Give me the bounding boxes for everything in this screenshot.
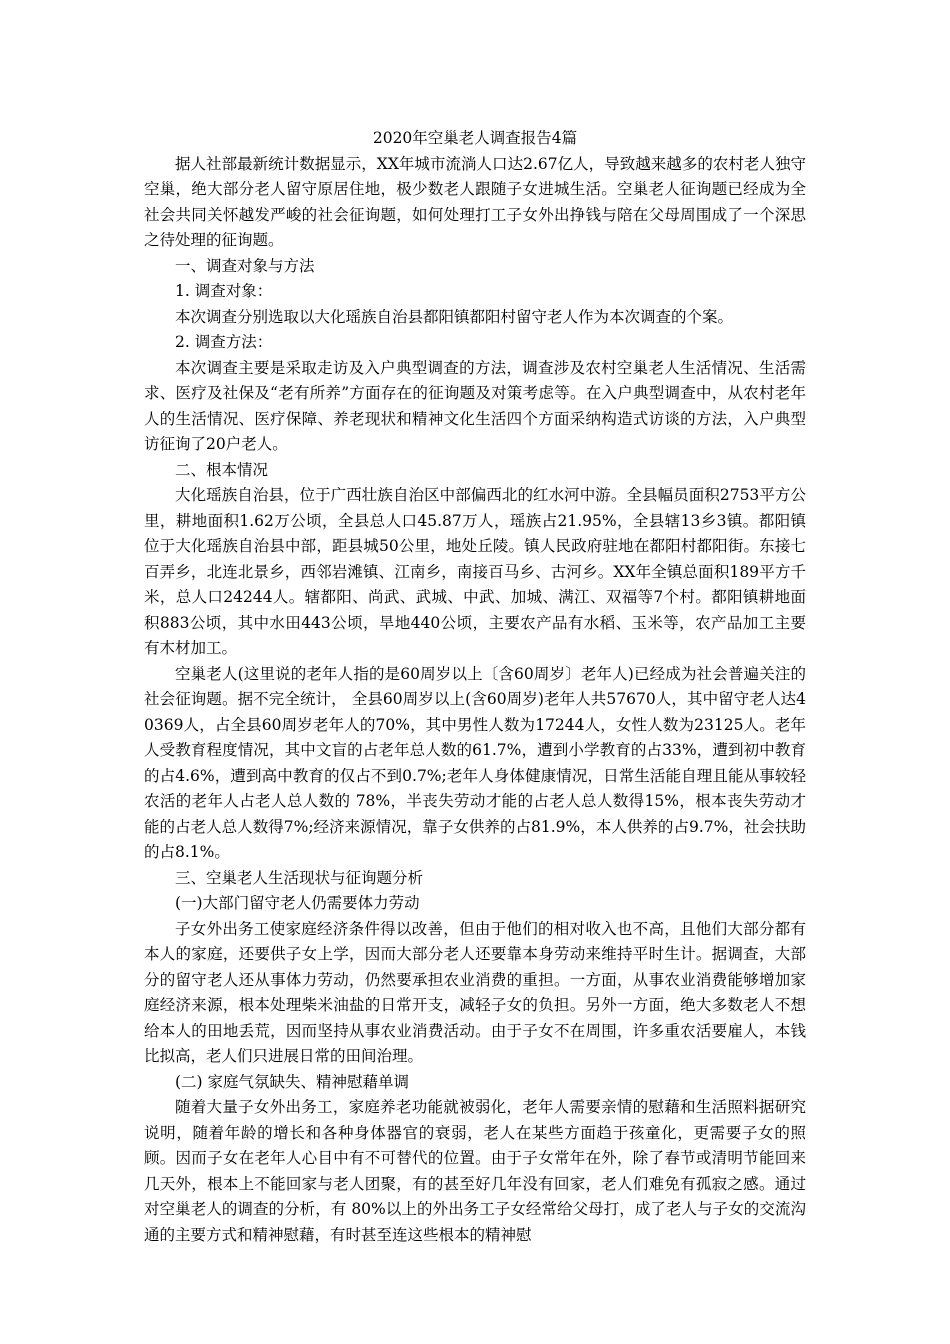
- subheading-survey-object: 1. 调查对象：: [175, 282, 273, 300]
- subheading-physical-labor: (一)大部门留守老人仍需要体力劳动: [175, 894, 420, 912]
- document-body: [144, 126, 806, 1248]
- paragraph-intro: 据人社部最新统计数据显示，XX年城市流淌人口达2.67亿人，导致越来越多的农村老人独守空巢，绝大部分老人留守原居住地，极少数老人跟随子女进城生活。空巢老人征询题已经成为全社会共同关怀越发严峻的社会征询题，如何处理打工子女外出挣钱与陪在父母周围成了一个深思之待处理的征询题。: [144, 154, 806, 249]
- paragraph-elderly-statistics: 空巢老人(这里说的老年人指的是60周岁以上〔含60周岁〕老年人)已经成为社会普遍关注的社会征询题。据不完全统计， 全县60周岁以上(含60周岁)老年人共57670人，其中留守老人达40369人，占全县60周岁老年人的70%，其中男性人数为17244人，女性人数为23125人。老年人受教育程度情况，其中文盲的占老年总人数的61.7%，遭到小学教育的占33%，遭到初中教育的占4.6%，遭到高中教育的仅占不到0.7%;老年人身体健康情况，日常生活能自理且能从事较轻农活的老年人占老人总人数的 78%，半丧失劳动才能的占老人总人数得15%，根本丧失劳动才能的占老人总人数得7%;经济来源情况，靠子女供养的占81.9%，本人供养的占9.7%，社会扶助的占8.1%。: [144, 664, 806, 861]
- paragraph-family-atmosphere: 随着大量子女外出务工，家庭养老功能就被弱化，老年人需要亲情的慰藉和生活照料据研究说明，随着年龄的增长和各种身体器官的衰弱，老人在某些方面趋于孩童化，更需要子女的照顾。因而子女在老年人心目中有不可替代的位置。由于子女常年在外，除了春节或清明节能回来几天外，根本上不能回家与老人团聚，有的甚至好几年没有回家，老人们难免有孤寂之感。通过对空巢老人的调查的分析，有 80%以上的外出务工子女经常给父母打，成了老人与子女的交流沟通的主要方式和精神慰藉，有时甚至连这些根本的精神慰: [144, 1098, 806, 1244]
- paragraph-county-overview: 大化瑶族自治县，位于广西壮族自治区中部偏西北的红水河中游。全县幅员面积2753平方公里，耕地面积1.62万公顷，全县总人口45.87万人，瑶族占21.95%，全县辖13乡3镇。都阳镇位于大化瑶族自治县中部，距县城50公里，地处丘陵。镇人民政府驻地在都阳村都阳街。东接七百弄乡，北连北景乡，西邻岩滩镇、江南乡，南接百马乡、古河乡。XX年全镇总面积189平方千米，总人口24244人。辖都阳、尚武、武城、中武、加城、满江、双福等7个村。都阳镇耕地面积883公顷，其中水田443公顷，旱地440公顷，主要农产品有水稻、玉米等，农产品加工主要有木材加工。: [144, 486, 806, 657]
- document-title: 2020年空巢老人调查报告4篇: [372, 129, 578, 147]
- section-heading-3: 三、空巢老人生活现状与征询题分析: [175, 868, 424, 887]
- section-heading-1: 一、调查对象与方法: [175, 256, 315, 275]
- paragraph-survey-object: 本次调查分别选取以大化瑶族自治县都阳镇都阳村留守老人作为本次调查的个案。: [175, 307, 734, 326]
- subheading-family-atmosphere: (二) 家庭气氛缺失、精神慰藉单调: [175, 1072, 410, 1091]
- subheading-survey-method: 2. 调查方法：: [175, 333, 273, 351]
- paragraph-physical-labor: 子女外出务工使家庭经济条件得以改善，但由于他们的相对收入也不高，且他们大部分都有本人的家庭，还要供子女上学，因而大部分老人还要靠本身劳动来维持平时生计。据调查，大部分的留守老人还从事体力劳动，仍然要承担农业消费的重担。一方面，从事农业消费能够增加家庭经济来源，根本处理柴米油盐的日常开支，减轻子女的负担。另外一方面，绝大多数老人不想给本人的田地丢荒，因而坚持从事农业消费活动。由于子女不在周围，许多重农活要雇人，本钱比拟高，老人们只进展日常的田间治理。: [144, 919, 806, 1065]
- section-heading-2: 二、根本情况: [175, 460, 269, 479]
- paragraph-survey-method: 本次调查主要是采取走访及入户典型调查的方法，调查涉及农村空巢老人生活情况、生活需求、医疗及社保及“老有所养”方面存在的征询题及对策考虑等。在入户典型调查中，从农村老年人的生活情况、医疗保障、养老现状和精神文化生活四个方面采纳构造式访谈的方法，入户典型访征询了20户老人。: [144, 358, 806, 453]
